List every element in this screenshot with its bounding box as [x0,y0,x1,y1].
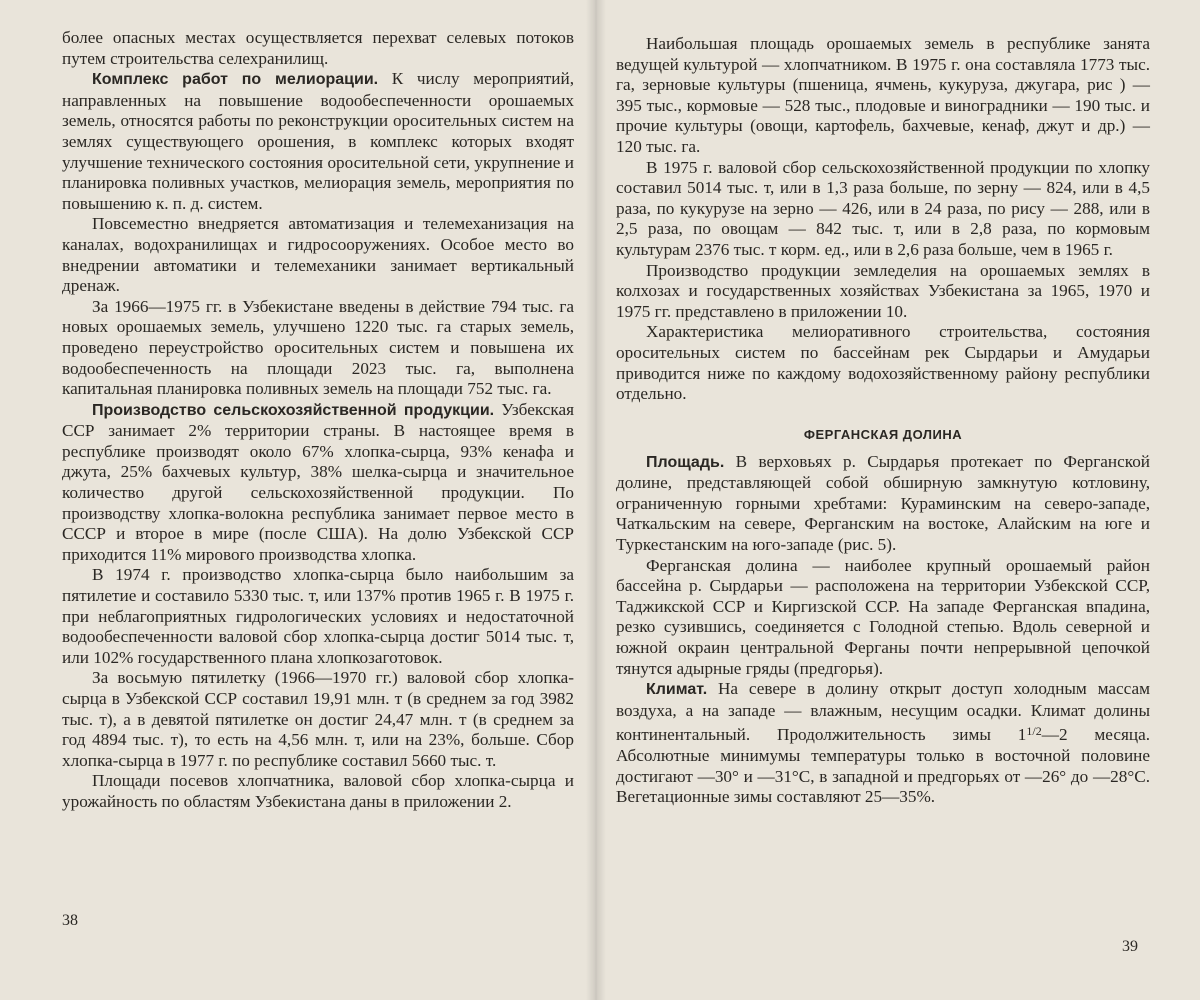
paragraph: Характеристика мелиоративного строительства, состояния оросительных систем по бассейнам рек Сырдарьи и Амударьи приводится ниже по каждому водохозяйственному району республики отдельно. [616,322,1150,404]
paragraph: Наибольшая площадь орошаемых земель в республике занята ведущей культурой — хлопчатником. В 1975 г. она составляла 1773 тыс. га, зерновые культуры (пшеница, ячмень, кукуруза, джугара, рис ) — 395 тыс., кормовые — 528 тыс., плодовые и виноградники — 190 тыс. и прочие культуры (овощи, картофель, бахчевые, кенаф, джут и др.) — 120 тыс. га. [616,34,1150,156]
paragraph-text: Узбекская ССР занимает 2% территории страны. В настоящее время в республике производят около 67% хлопка-сырца, 93% кенафа и джута, 25% бахчевых культур, 38% шелка-сырца и значительное количество другой сельскохозяйственной продукции. По производству хлопка-волокна республика занимает первое место в СССР и второе в мире (после США). На долю Узбекской ССР приходится 11% мирового производства хлопка. [62,399,574,564]
paragraph: Площади посевов хлопчатника, валовой сбор хлопка-сырца и урожайность по областям Узбекистана даны в приложении 2. [62,771,574,811]
paragraph-heading: Площадь. [646,453,725,471]
paragraph-text: К числу мероприятий, направленных на повышение водообеспеченности орошаемых земель, относятся работы по реконструкции оросительных систем на землях существующего орошения, в комплекс которых входят улучшение технического состояния оросительной сети, укрупнение и планировка поливных участков, мелиорация земель, мероприятия по повышению к. п. д. систем. [62,69,574,213]
paragraph: За восьмую пятилетку (1966—1970 гг.) валовой сбор хлопка-сырца в Узбекской ССР составил 19,91 млн. т (в среднем за год 3982 тыс. т), а в девятой пятилетке он достиг 24,47 млн. т (в среднем за год 4894 тыс. т), то есть на 4,56 млн. т, или на 23%, больше. Сбор хлопка-сырца в 1977 г. по республике составил 5660 тыс. т. [62,668,574,770]
paragraph: В 1975 г. валовой сбор сельскохозяйственной продукции по хлопку составил 5014 тыс. т, или в 1,3 раза больше, по зерну — 824, или в 4,5 раза, по кукурузе на зерно — 426, или в 24 раза, по рису — 288, или в 2,5 раза, по овощам — 842 тыс. т, или в 2,8 раза, по кормовым культурам 2376 тыс. т корм. ед., или в 2,6 раза больше, чем в 1965 г. [616,157,1150,259]
fraction: 1/2 [1026,724,1042,739]
page-number: 38 [62,912,78,929]
paragraph: более опасных местах осуществляется перехват селевых потоков путем строительства селехранилищ. [62,28,574,68]
paragraph: Повсеместно внедряется автоматизация и телемеханизация на каналах, водохранилищах и гидросооружениях. Особое место во внедрении автоматики и телемеханики занимает вертикальный дренаж. [62,214,574,296]
paragraph: Ферганская долина — наиболее крупный орошаемый район бассейна р. Сырдарьи — расположена на территории Узбекской ССР, Таджикской ССР и Киргизской ССР. На западе Ферганская впадина, резко сузившись, соединяется с Голодной степью. Вдоль северной и южной окраин центральной Ферганы почти непрерывной цепочкой тянутся адырные гряды (предгорья). [616,555,1150,678]
paragraph [62,69,574,214]
paragraph-heading: Климат. [646,681,708,699]
paragraph [62,400,574,566]
left-page [0,0,596,1000]
paragraph: За 1966—1975 гг. в Узбекистане введены в действие 794 тыс. га новых орошаемых земель, улучшено 1220 тыс. га старых земель, проведено переустройство оросительных систем и повышена их водообеспеченность на площади 2023 тыс. га, выполнена капитальная планировка поливных земель на площади 752 тыс. га. [62,296,574,399]
paragraph-text: —2 месяца. Абсолютные минимумы температуры только в восточной половине достигают —30° и —31°С, в западной и предгорьях от —26° до —28°С. Вегетационные зимы составляют 25—35%. [616,725,1150,807]
paragraph-text: В верховьях р. Сырдарья протекает по Ферганской долине, представляющей собой обширную замкнутую котловину, ограниченную горными хребтами: Кураминским на северо-западе, Чаткальским на севере, Ферганским на востоке, Алайским на юге и Туркестанским на юго-западе (рис. 5). [616,451,1150,555]
section-title: ФЕРГАНСКАЯ ДОЛИНА [803,426,963,442]
page-number: 39 [1122,938,1138,955]
paragraph-heading: Производство сельскохозяйственной продукции. [92,401,495,419]
paragraph [616,679,1150,808]
book-gutter [586,0,606,1000]
right-page [596,0,1200,1000]
paragraph: В 1974 г. производство хлопка-сырца было наибольшим за пятилетие и составило 5330 тыс. т, или 137% против 1965 г. В 1975 г. при неблагоприятных гидрологических условиях и недостаточной водообеспеченности валовой сбор хлопка-сырца достиг 5014 тыс. т, или 102% государственного плана хлопкозаготовок. [62,565,574,667]
paragraph-heading: Комплекс работ по мелиорации. [92,71,379,89]
paragraph [616,452,1150,556]
paragraph-text: На севере в долину открыт доступ холодным массам воздуха, а на западе — влажным, несущим осадки. Климат долины континентальный. Продолжительность зимы 1 [616,679,1150,745]
paragraph: Производство продукции земледелия на орошаемых землях в колхозах и государственных хозяйствах Узбекистана за 1965, 1970 и 1975 гг. представлено в приложении 10. [616,260,1150,321]
